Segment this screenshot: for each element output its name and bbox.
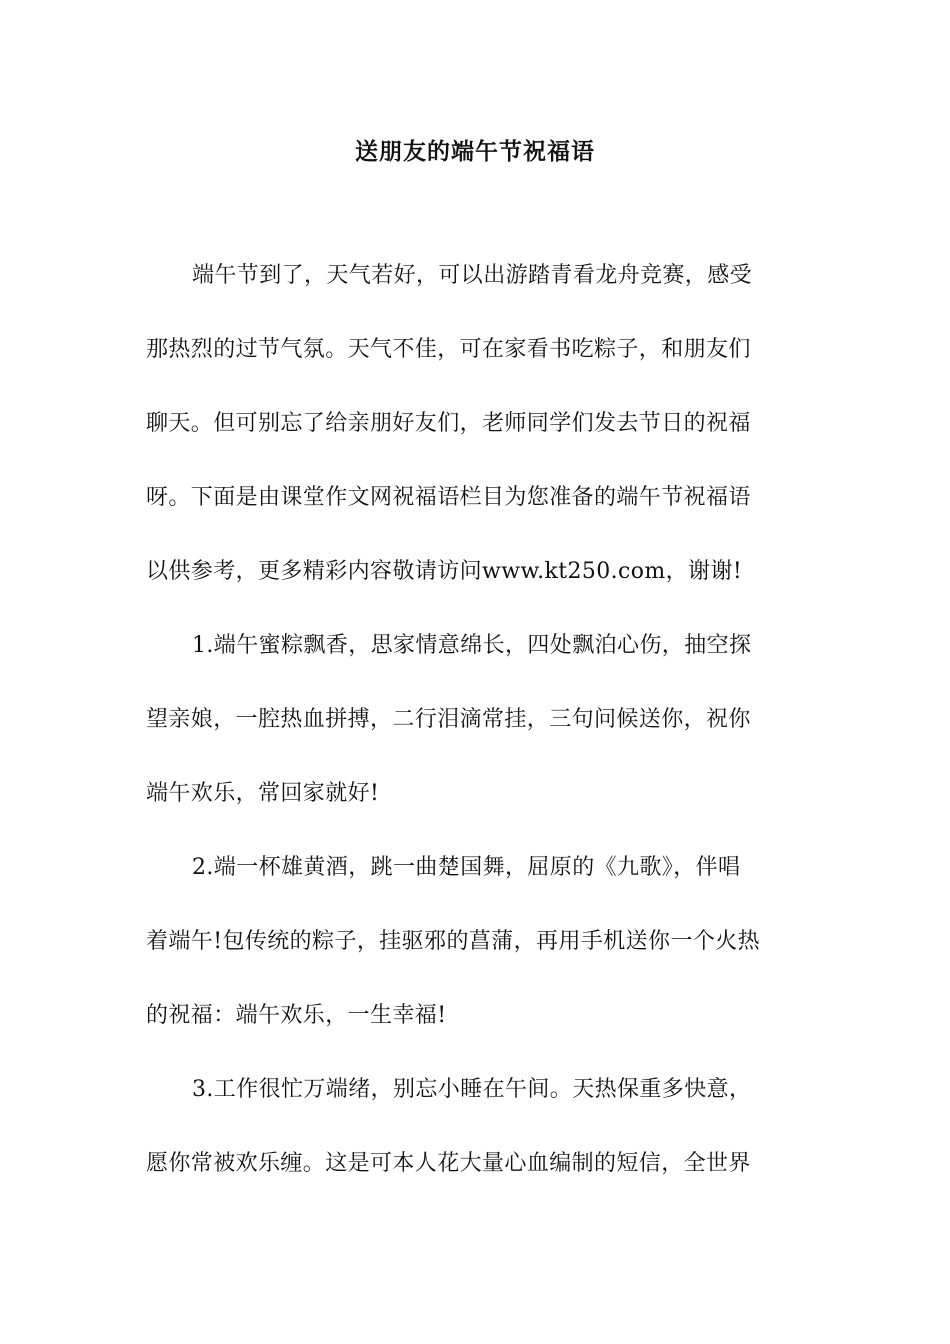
wish-2-line-1: 2.端一杯雄黄酒，跳一曲楚国舞，屈原的《九歌》，伴唱 bbox=[192, 855, 741, 880]
wish-3-line-1: 3.工作很忙万端绪，别忘小睡在午间。天热保重多快意， bbox=[192, 1077, 752, 1102]
wish-1-line-2: 望亲娘，一腔热血拼搏，二行泪滴常挂，三句问候送你，祝你 bbox=[146, 707, 751, 732]
wish-1-line-1: 1.端午蜜粽飘香，思家情意绵长，四处飘泊心伤，抽空探 bbox=[192, 633, 752, 658]
wish-2-line-2: 着端午!包传统的粽子，挂驱邪的菖蒲，再用手机送你一个火热 bbox=[146, 929, 761, 954]
document-title: 送朋友的端午节祝福语 bbox=[355, 138, 595, 165]
document-body bbox=[146, 254, 806, 1216]
paragraph-intro-line-3: 聊天。但可别忘了给亲朋好友们，老师同学们发去节日的祝福 bbox=[146, 411, 751, 436]
paragraph-intro-line-4: 呀。下面是由课堂作文网祝福语栏目为您准备的端午节祝福语 bbox=[146, 485, 751, 510]
wish-1-line-3: 端午欢乐，常回家就好! bbox=[146, 781, 380, 806]
wish-2-line-3: 的祝福：端午欢乐，一生幸福! bbox=[146, 1003, 447, 1028]
paragraph-intro-line-2: 那热烈的过节气氛。天气不佳，可在家看书吃粽子，和朋友们 bbox=[146, 337, 751, 362]
wish-3-line-2: 愿你常被欢乐缠。这是可本人花大量心血编制的短信，全世界 bbox=[146, 1151, 751, 1176]
paragraph-intro-line-1: 端午节到了，天气若好，可以出游踏青看龙舟竞赛，感受 bbox=[192, 263, 753, 288]
paragraph-intro-line-5: 以供参考，更多精彩内容敬请访问www.kt250.com，谢谢! bbox=[146, 559, 743, 584]
